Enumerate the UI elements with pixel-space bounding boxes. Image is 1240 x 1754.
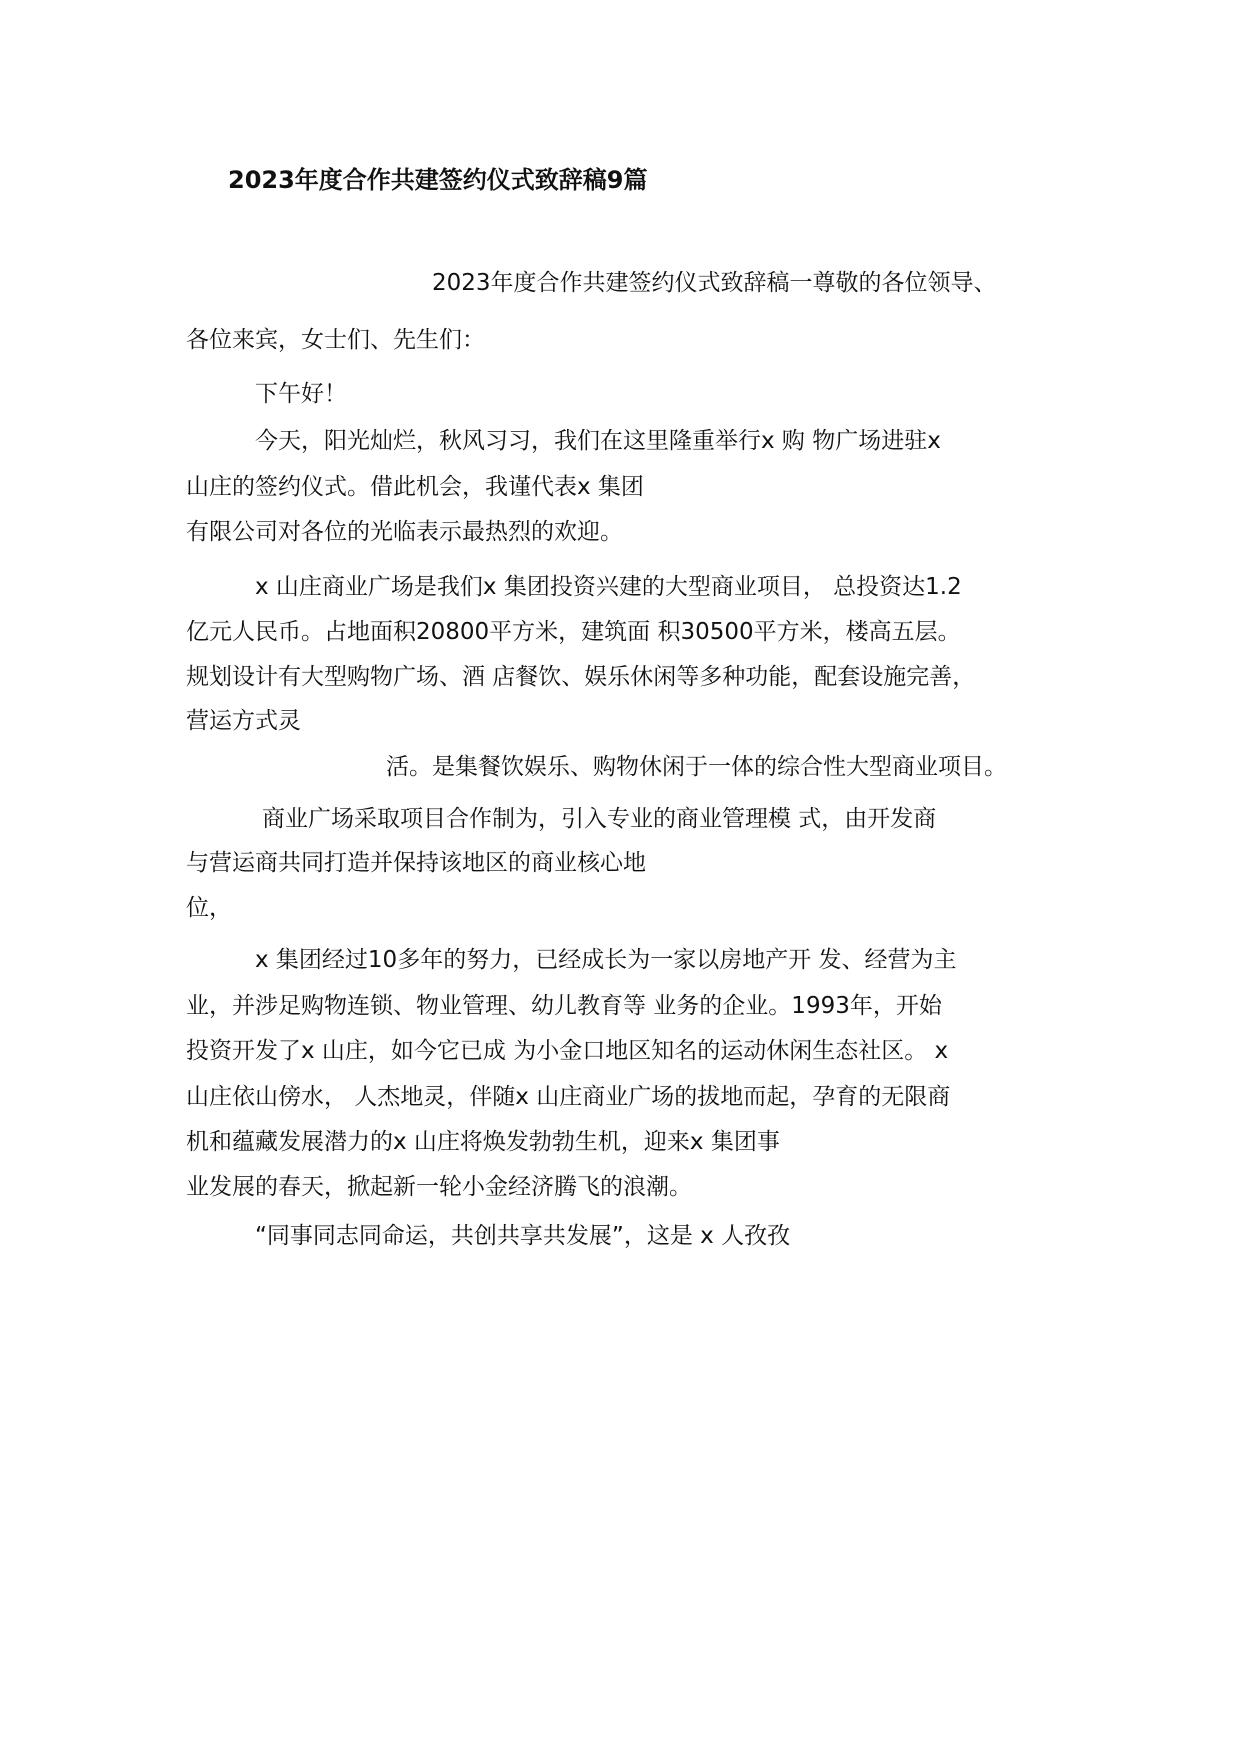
text-line: 山庄依山傍水， 人杰地灵，伴随x 山庄商业广场的拔地而起，孕育的无限商 [186,1084,951,1110]
document-title: 2023年度合作共建签约仪式致辞稿9篇 [228,166,648,194]
text-line: 商业广场采取项目合作制为，引入专业的商业管理模 式，由开发商 [262,806,937,832]
text-line: 位， [186,895,232,921]
text-line: x 集团经过10多年的努力，已经成长为一家以房地产开 发、经营为主 [255,947,957,973]
text-line: 规划设计有大型购物广场、酒 店餐饮、娱乐休闲等多种功能，配套设施完善， [186,664,976,690]
text-line: 下午好！ [255,381,347,407]
text-line: 与营运商共同打造并保持该地区的商业核心地 [186,850,646,876]
text-line: 营运方式灵 [186,708,301,734]
text-line: x 山庄商业广场是我们x 集团投资兴建的大型商业项目， 总投资达1.2 [255,574,962,600]
text-line: 投资开发了x 山庄，如今它已成 为小金口地区知名的运动休闲生态社区。 x [186,1038,949,1064]
text-line: 活。是集餐饮娱乐、购物休闲于一体的综合性大型商业项目。 [386,754,1007,780]
text-line: 业，并涉足购物连锁、物业管理、幼儿教育等 业务的企业。1993年，开始 [186,993,942,1019]
text-line: 亿元人民币。占地面积20800平方米，建筑面 积30500平方米，楼高五层。 [186,619,961,645]
text-line: “同事同志同命运，共创共享共发展”，这是 x 人孜孜 [255,1223,791,1249]
text-line: 各位来宾，女士们、先生们： [186,327,485,353]
text-line: 2023年度合作共建签约仪式致辞稿一尊敬的各位领导、 [432,270,997,296]
text-line: 有限公司对各位的光临表示最热烈的欢迎。 [186,519,623,545]
text-line: 机和蕴藏发展潜力的x 山庄将焕发勃勃生机，迎来x 集团事 [186,1129,780,1155]
text-line: 今天，阳光灿烂，秋风习习，我们在这里隆重举行x 购 物广场进驻x [255,428,941,454]
text-line: 业发展的春天，掀起新一轮小金经济腾飞的浪潮。 [186,1174,692,1200]
text-line: 山庄的签约仪式。借此机会，我谨代表x 集团 [186,474,644,500]
